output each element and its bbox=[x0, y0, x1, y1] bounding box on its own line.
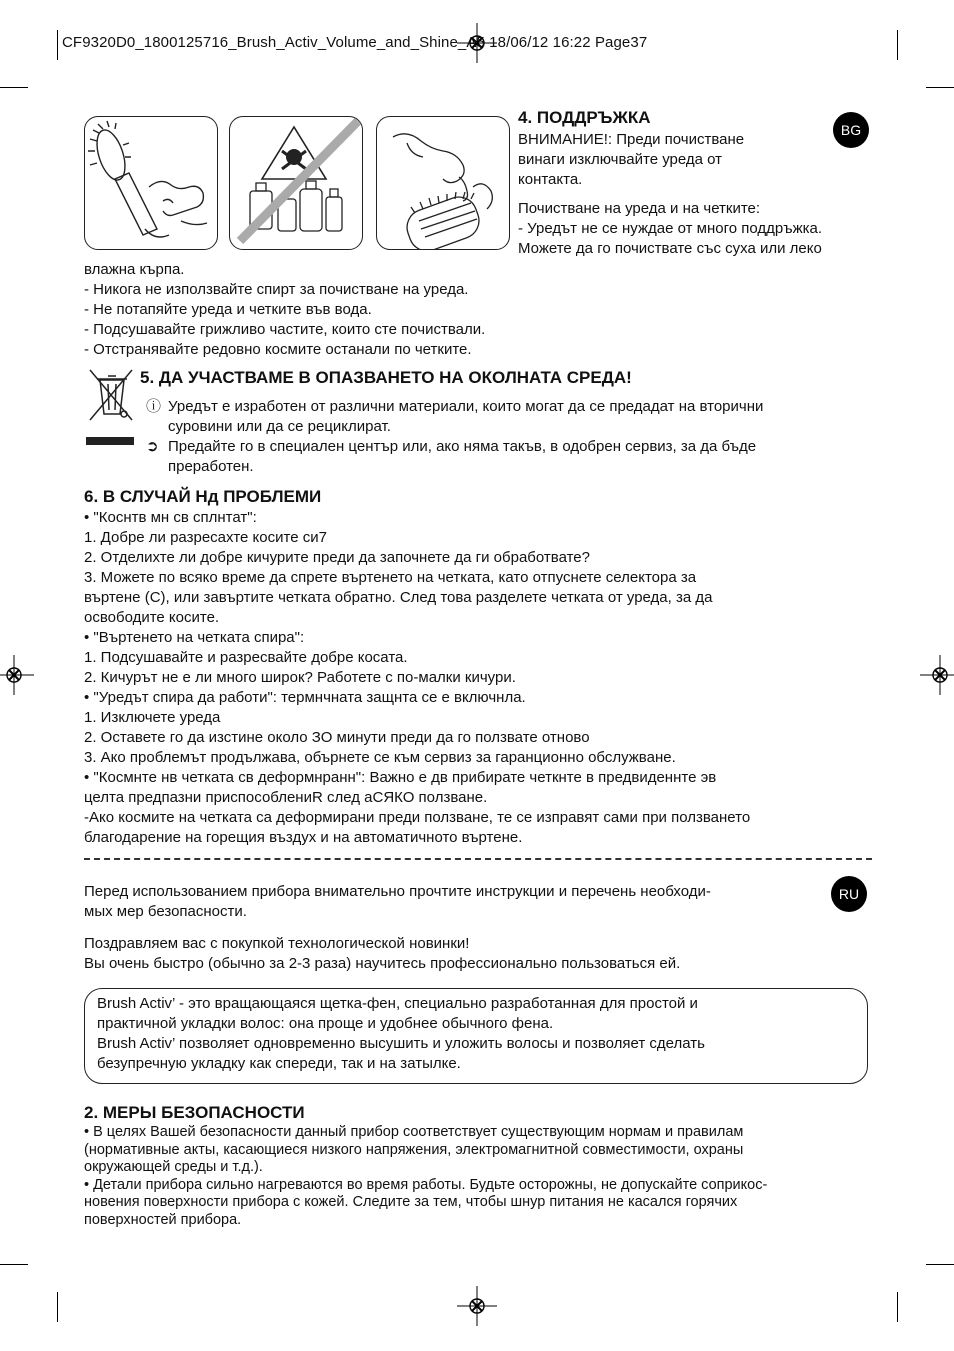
crop-mark bbox=[0, 1264, 28, 1265]
section-6-title: 6. В СЛУЧАЙ Нд ПРОБЛЕМИ bbox=[84, 487, 322, 506]
info-circle-icon: ⓘ bbox=[146, 398, 162, 415]
section-5-title: 5. ДА УЧАСТВАМЕ В ОПАЗВАНЕТО НА ОКОЛНАТА СРЕДА! bbox=[140, 368, 632, 387]
language-badge-ru: RU bbox=[831, 876, 867, 912]
crop-mark bbox=[57, 1292, 58, 1322]
section-4-title: 4. ПОДДРЪЖКА bbox=[518, 108, 651, 127]
section-5-body: ⓘ Уредът е изработен от различни материали, които могат да се предадат на вторични суровини или да се рециклират. ➲ Предайте го в специален център или, ако няма такъв, в одобрен сервиз, за да бъде преработен. bbox=[146, 398, 764, 475]
section-4-list: влажна кърпа. - Никога не използвайте спирт за почистване на уреда. - Не потапяйте уреда и четките във вода. - Подсушавайте грижливо частите, които сте почиствали. - Отстранявайте редовно космите останали по четките. bbox=[84, 261, 486, 358]
crop-mark bbox=[0, 87, 28, 88]
ru-product-text: Brush Activ’ - это вращающаяся щетка-фен, специально разработанная для простой и практичной укладки волос: она проще и удобнее обычного фена. Brush Activ’ позволяет одновременно высушить и уложить волосы и позволяет сделать безупречную укладку как спереди, так и на затылке. bbox=[97, 995, 705, 1072]
crop-mark bbox=[926, 87, 954, 88]
section-4-warning: ВНИМАНИЕ!: Преди почистване винаги изключвайте уреда от контакта. bbox=[518, 131, 745, 188]
crop-mark bbox=[926, 1264, 954, 1265]
weee-bar bbox=[86, 437, 134, 445]
arrow-right-circle-icon: ➲ bbox=[146, 438, 159, 455]
ru-safety-body: • В целях Вашей безопасности данный прибор соответствует существующим нормам и правилам (нормативные акты, касающиеся низкого напряжения, электромагнитной совместимости, охраны окружающей среды и т.д.). • Детали прибора сильно нагреваются во время работы. Будьте осторожны, не допускайте соприкос- новения поверхности прибора с кожей. Следите за тем, чтобы шнур питания не касался горячих поверхностей прибора. bbox=[84, 1124, 768, 1228]
unplug-brush-icon bbox=[85, 117, 217, 249]
crop-mark bbox=[57, 30, 58, 60]
no-chemicals-icon bbox=[230, 117, 362, 249]
ru-congrats: Поздравляем вас с покупкой технологической новинки! Вы очень быстро (обычно за 2-3 раза) научитесь профессионально пользоваться ей. bbox=[84, 935, 681, 972]
illustration-remove-hair bbox=[376, 116, 510, 250]
ru-intro: Перед использованием прибора внимательно прочтите инструкции и перечень необходи- мых мер безопасности. bbox=[84, 883, 711, 920]
illustration-no-chemicals bbox=[229, 116, 363, 250]
language-badge-bg: BG bbox=[833, 112, 869, 148]
remove-hair-icon bbox=[377, 117, 509, 249]
crop-mark bbox=[897, 1292, 898, 1322]
section-4-cleaning: Почистване на уреда и на четките: - Уредът не се нуждае от много поддръжка. Можете да го почиствате със суха или леко bbox=[518, 200, 823, 257]
ru-safety-title: 2. МЕРЫ БЕЗОПАСНОСТИ bbox=[84, 1103, 305, 1122]
crossed-bin-icon bbox=[86, 366, 136, 424]
section-divider bbox=[84, 858, 872, 860]
illustration-unplug bbox=[84, 116, 218, 250]
crop-mark bbox=[897, 30, 898, 60]
registration-mark-icon bbox=[0, 655, 34, 695]
registration-mark-icon bbox=[457, 1286, 497, 1326]
section-6-body: • "Коснтв мн св сплнтат": 1. Добре ли разресахте косите си7 2. Отделихте ли добре кичурите преди да започнете да ги обработвате? 3. Можете по всяко време да спрете въртенето на четката, като отпуснете селектора за въртене (С), или завъртите четката обратно. След това разделете четката от уреда, за да освободите косите. • "Въртенето на четката спира": 1. Подсушавайте и разресвайте добре косата. 2. Кичурът не е ли много широк? Работете с по-малки кичури. • "Уредът спира да работи": термнчната защнта се е включнла. 1. Изключете уреда 2. Оставете го да изстине около ЗО минути преди да го ползвате отново 3. Ако проблемът продължава, обърнете се към сервиз за гаранционно обслужване. • "Космнте нв четката св деформнранн": Важно е дв прибирате четкнте в предвиденнте эв целта предпазни приспособлениR след аСЯКО ползване. -Ако космите на четката са деформирани преди ползване, те се изправят сами при ползването благодарение на горещия въздух и на автоматичното въртене. bbox=[84, 509, 751, 846]
print-slug: CF9320D0_1800125716_Brush_Activ_Volume_and_Shine_A5 18/06/12 16:22 Page37 bbox=[62, 34, 648, 51]
registration-mark-icon bbox=[920, 655, 954, 695]
